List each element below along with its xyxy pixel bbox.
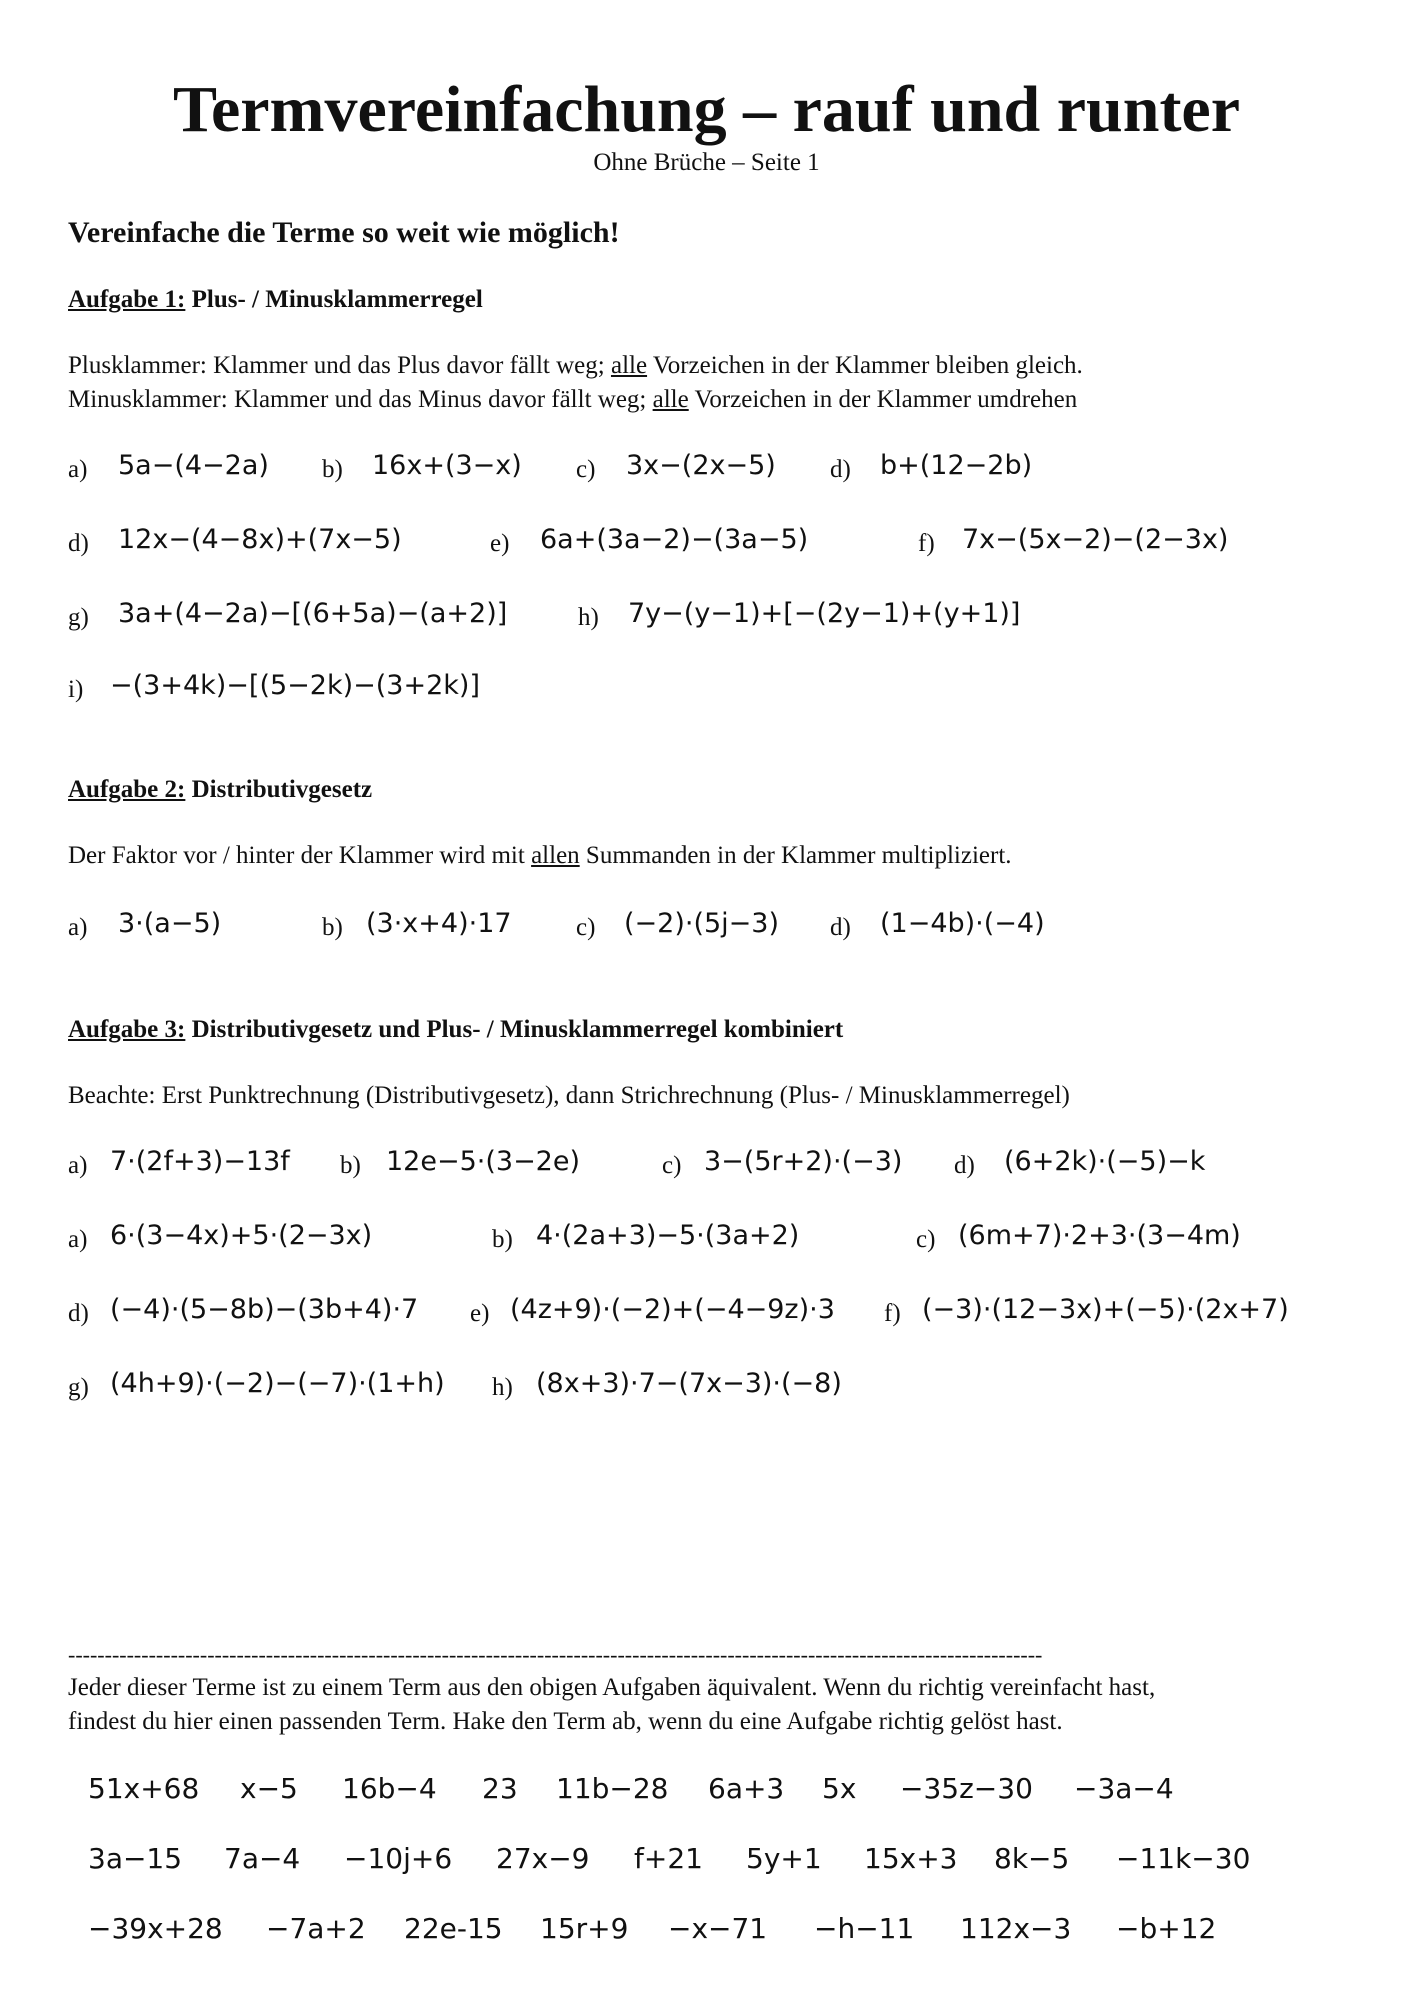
answer-term: 112x−3 <box>960 1912 1072 1945</box>
rule-underlined: alle <box>610 352 648 379</box>
answer-term: 15r+9 <box>540 1912 629 1945</box>
task-expression: (−2)·(5j−3) <box>624 908 779 939</box>
rule-text: Vorzeichen in der Klammer bleiben gleich. <box>647 352 1083 379</box>
aufgabe3-label: Aufgabe 3: <box>68 1016 186 1043</box>
item-label: d) <box>954 1152 975 1179</box>
item-label: e) <box>490 530 510 557</box>
item-label: a) <box>68 1226 88 1253</box>
item-label: a) <box>68 456 88 483</box>
task-expression: 6·(3−4x)+5·(2−3x) <box>110 1220 373 1251</box>
answer-term: x−5 <box>240 1772 298 1805</box>
footer-text-1: Jeder dieser Terme ist zu einem Term aus den obigen Aufgaben äquivalent. Wenn du richtig vereinfacht hast, <box>68 1674 1156 1701</box>
item-label: c) <box>576 914 596 941</box>
item-label: c) <box>662 1152 682 1179</box>
item-label: c) <box>916 1226 936 1253</box>
answer-term: 51x+68 <box>88 1772 200 1805</box>
task-expression: (6m+7)·2+3·(3−4m) <box>958 1220 1241 1251</box>
rule-text: Summanden in der Klammer multipliziert. <box>579 842 1012 869</box>
aufgabe2-title: Distributivgesetz <box>191 776 373 803</box>
answer-term: 3a−15 <box>88 1842 183 1875</box>
aufgabe2-label: Aufgabe 2: <box>68 776 186 803</box>
rule-underlined: alle <box>652 386 689 413</box>
task-expression: 12x−(4−8x)+(7x−5) <box>118 524 402 555</box>
aufgabe3-heading <box>68 1016 843 1044</box>
item-label: d) <box>68 1300 89 1327</box>
item-label: f) <box>918 530 935 557</box>
footer-text-2: findest du hier einen passenden Term. Hake den Term ab, wenn du eine Aufgabe richtig gelöst hast. <box>68 1708 1063 1735</box>
answer-term: −3a−4 <box>1074 1772 1174 1805</box>
task-expression: 7x−(5x−2)−(2−3x) <box>962 524 1229 555</box>
answer-term: 27x−9 <box>496 1842 590 1875</box>
item-label: c) <box>576 456 596 483</box>
answer-term: 7a−4 <box>224 1842 301 1875</box>
rule-text: Minusklammer: Klammer und das Minus davor fällt weg; <box>68 386 653 413</box>
task-expression: (4h+9)·(−2)−(−7)·(1+h) <box>110 1368 445 1399</box>
item-label: h) <box>578 604 599 631</box>
task-expression: (−4)·(5−8b)−(3b+4)·7 <box>110 1294 419 1325</box>
answer-term: −11k−30 <box>1116 1842 1251 1875</box>
aufgabe1-label: Aufgabe 1: <box>68 286 186 313</box>
task-expression: 12e−5·(3−2e) <box>386 1146 581 1177</box>
item-label: b) <box>322 456 343 483</box>
aufgabe2-rule <box>68 838 1358 873</box>
task-expression: (8x+3)·7−(7x−3)·(−8) <box>536 1368 842 1399</box>
aufgabe1-heading <box>68 286 483 314</box>
task-expression: 3·(a−5) <box>118 908 222 939</box>
task-expression: 4·(2a+3)−5·(3a+2) <box>536 1220 800 1251</box>
divider-dashes: ------------------------------------------------------------------------------------------------------------------------------------- <box>68 1642 1043 1667</box>
item-label: a) <box>68 1152 88 1179</box>
item-label: a) <box>68 914 88 941</box>
aufgabe2-heading <box>68 776 372 804</box>
item-label: b) <box>322 914 343 941</box>
task-expression: (4z+9)·(−2)+(−4−9z)·3 <box>510 1294 835 1325</box>
item-label: f) <box>884 1300 901 1327</box>
rule-text: Der Faktor vor / hinter der Klammer wird mit <box>68 842 532 869</box>
aufgabe3-title: Distributivgesetz und Plus- / Minusklammerregel kombiniert <box>191 1016 844 1043</box>
answer-term: −x−71 <box>668 1912 768 1945</box>
item-label: d) <box>830 914 851 941</box>
answer-term: −h−11 <box>814 1912 915 1945</box>
page-title: Termvereinfachung – rauf und runter <box>172 73 1241 146</box>
answer-term: 6a+3 <box>708 1772 785 1805</box>
task-expression: 16x+(3−x) <box>372 450 522 481</box>
item-label: e) <box>470 1300 490 1327</box>
answer-term: −10j+6 <box>344 1842 453 1875</box>
item-label: d) <box>68 530 89 557</box>
item-label: g) <box>68 1374 89 1401</box>
item-label: g) <box>68 604 89 631</box>
item-label: d) <box>830 456 851 483</box>
item-label: h) <box>492 1374 513 1401</box>
answer-term: −39x+28 <box>88 1912 223 1945</box>
aufgabe1-rule-minus <box>68 382 1358 417</box>
answer-term: 16b−4 <box>342 1772 437 1805</box>
answer-term: 11b−28 <box>556 1772 669 1805</box>
answer-term: −35z−30 <box>900 1772 1033 1805</box>
task-expression: 7y−(y−1)+[−(2y−1)+(y+1)] <box>628 598 1021 629</box>
task-expression: 6a+(3a−2)−(3a−5) <box>540 524 809 555</box>
item-label: b) <box>492 1226 513 1253</box>
rule-text: Plusklammer: Klammer und das Plus davor fällt weg; <box>68 352 611 379</box>
aufgabe3-rule: Beachte: Erst Punktrechnung (Distributivgesetz), dann Strichrechnung (Plus- / Minusklammerregel) <box>68 1082 1070 1109</box>
task-expression: b+(12−2b) <box>880 450 1033 481</box>
item-label: b) <box>340 1152 361 1179</box>
answer-term: 8k−5 <box>994 1842 1070 1875</box>
answer-term: −b+12 <box>1116 1912 1217 1945</box>
instruction: Vereinfache die Terme so weit wie möglich! <box>68 216 620 249</box>
answer-term: f+21 <box>634 1842 703 1875</box>
rule-text: Vorzeichen in der Klammer umdrehen <box>688 386 1078 413</box>
task-expression: 3x−(2x−5) <box>626 450 776 481</box>
item-label: i) <box>68 676 84 703</box>
task-expression: (−3)·(12−3x)+(−5)·(2x+7) <box>922 1294 1289 1325</box>
answer-term: 5x <box>822 1772 857 1805</box>
task-expression: −(3+4k)−[(5−2k)−(3+2k)] <box>110 670 480 701</box>
answer-term: 22e-15 <box>404 1912 503 1945</box>
task-expression: (1−4b)·(−4) <box>880 908 1045 939</box>
answer-term: 5y+1 <box>746 1842 822 1875</box>
aufgabe1-title: Plus- / Minusklammerregel <box>191 286 483 313</box>
task-expression: 3−(5r+2)·(−3) <box>704 1146 903 1177</box>
page-subtitle: Ohne Brüche – Seite 1 <box>593 149 820 176</box>
task-expression: 7·(2f+3)−13f <box>110 1146 290 1177</box>
answer-term: 23 <box>482 1772 518 1805</box>
task-expression: 3a+(4−2a)−[(6+5a)−(a+2)] <box>118 598 508 629</box>
answer-term: 15x+3 <box>864 1842 958 1875</box>
task-expression: (6+2k)·(−5)−k <box>1004 1146 1206 1177</box>
task-expression: (3·x+4)·17 <box>366 908 512 939</box>
task-expression: 5a−(4−2a) <box>118 450 269 481</box>
answer-term: −7a+2 <box>266 1912 366 1945</box>
rule-underlined: allen <box>531 842 580 869</box>
aufgabe1-rule-plus <box>68 348 1358 383</box>
